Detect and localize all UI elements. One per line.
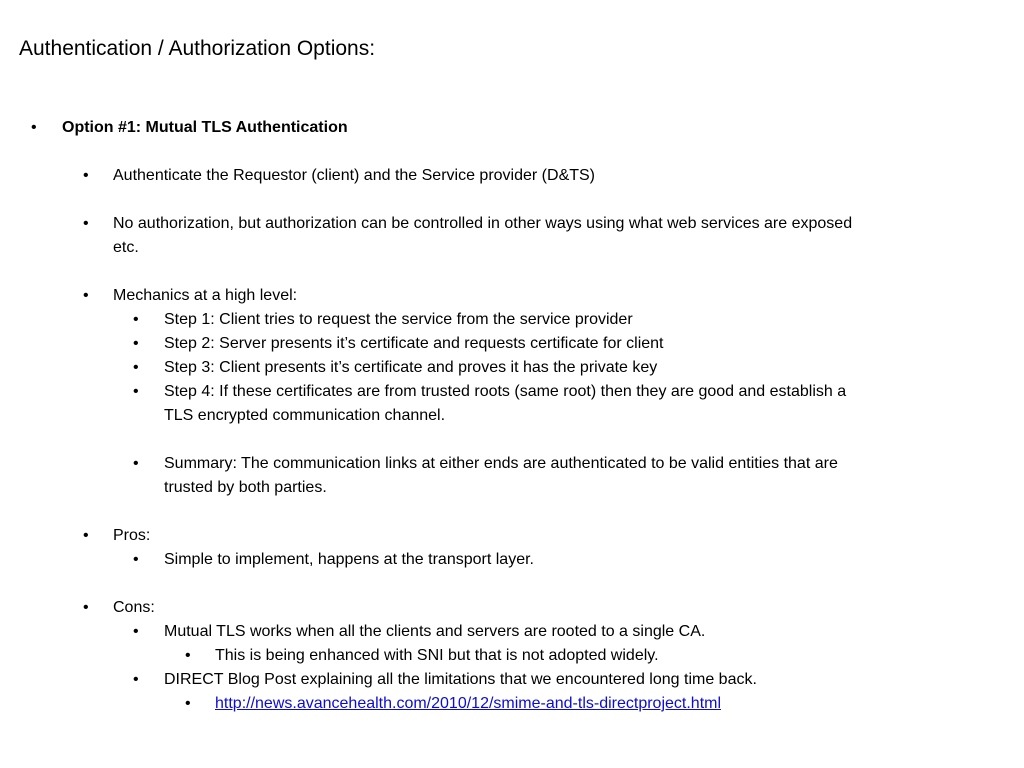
bullet-icon: • (133, 623, 139, 640)
step-2-text: Step 2: Server presents it’s certificate and requests certificate for client (164, 335, 664, 352)
authorization-text-line1: No authorization, but authorization can be controlled in other ways using what web services are exposed (113, 215, 853, 232)
bullet-icon: • (133, 455, 139, 472)
pros-item-text: Simple to implement, happens at the transport layer. (164, 551, 534, 568)
mechanics-label: Mechanics at a high level: (113, 287, 298, 304)
cons-label: Cons: (113, 599, 155, 616)
bullet-icon: • (133, 551, 139, 568)
cons-item-1-text: Mutual TLS works when all the clients and servers are rooted to a single CA. (164, 623, 706, 640)
step-3-text: Step 3: Client presents it’s certificate and proves it has the private key (164, 359, 658, 376)
summary-text-line2: trusted by both parties. (164, 479, 327, 496)
step-1-text: Step 1: Client tries to request the service from the service provider (164, 311, 633, 328)
bullet-icon: • (133, 383, 139, 400)
bullet-icon: • (185, 647, 191, 664)
authenticate-text: Authenticate the Requestor (client) and the Service provider (D&TS) (113, 167, 596, 184)
bullet-icon: • (83, 527, 89, 544)
bullet-icon: • (83, 599, 89, 616)
step-4-text-line2: TLS encrypted communication channel. (164, 407, 446, 424)
bullet-icon: • (185, 695, 191, 712)
blog-post-link[interactable]: http://news.avancehealth.com/2010/12/smime-and-tls-directproject.html (215, 695, 722, 712)
page-title: Authentication / Authorization Options: (19, 37, 376, 60)
bullet-icon: • (83, 215, 89, 232)
bullet-icon: • (83, 287, 89, 304)
cons-item-1-subtext: This is being enhanced with SNI but that is not adopted widely. (215, 647, 659, 664)
step-4-text-line1: Step 4: If these certificates are from trusted roots (same root) then they are good and establish a (164, 383, 847, 400)
summary-text-line1: Summary: The communication links at either ends are authenticated to be valid entities that are (164, 455, 838, 472)
authorization-text-line2: etc. (113, 239, 139, 256)
bullet-icon: • (133, 335, 139, 352)
option-heading: Option #1: Mutual TLS Authentication (62, 119, 348, 136)
cons-item-2-text: DIRECT Blog Post explaining all the limitations that we encountered long time back. (164, 671, 757, 688)
pros-label: Pros: (113, 527, 151, 544)
bullet-icon: • (133, 671, 139, 688)
bullet-icon: • (31, 119, 37, 136)
bullet-icon: • (133, 311, 139, 328)
bullet-icon: • (83, 167, 89, 184)
bullet-icon: • (133, 359, 139, 376)
